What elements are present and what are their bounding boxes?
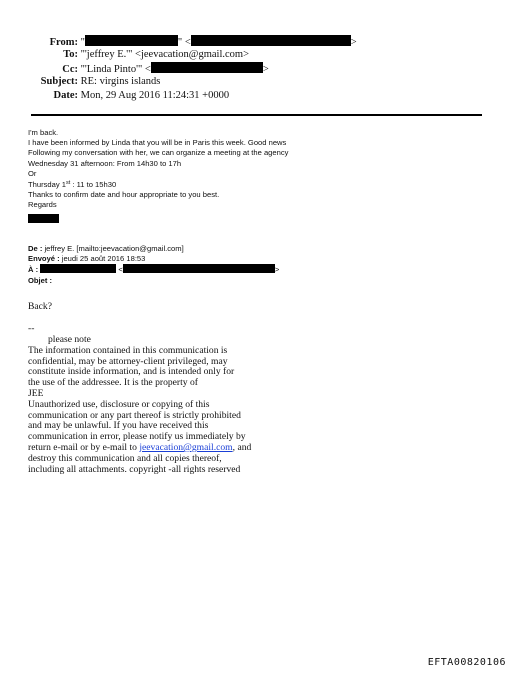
redaction-box xyxy=(85,35,178,46)
quoted-header xyxy=(28,244,279,286)
de-value: jeffrey E. [mailto:jeevacation@gmail.com] xyxy=(42,244,184,253)
disclaimer-line: Unauthorized use, disclosure or copying of this xyxy=(28,398,210,410)
from-quote-close: " < xyxy=(177,37,191,48)
message-line: Thanks to confirm date and hour appropriate to you best. xyxy=(28,190,220,200)
redaction-box xyxy=(40,264,116,273)
disclaimer-line: The information contained in this communication is xyxy=(28,344,228,356)
redaction-box xyxy=(151,62,263,73)
disclaimer-line: including all attachments. copyright -all rights reserved xyxy=(28,463,241,475)
objet-label: Objet : xyxy=(28,275,53,285)
signature-separator: -- xyxy=(28,323,35,334)
message-line: I have been informed by Linda that you will be in Paris this week. Good news xyxy=(28,138,287,148)
quoted-envoye-row xyxy=(28,254,279,264)
message-line-thursday: Thursday 1st : 11 to 15h30 xyxy=(28,180,117,190)
message-line: I'm back. xyxy=(28,128,59,137)
redaction-box xyxy=(123,264,275,273)
quoted-a-row: À : < > xyxy=(28,265,280,275)
signature-redaction xyxy=(28,214,288,225)
message-body xyxy=(28,128,288,225)
subject-row xyxy=(28,76,160,88)
to-row xyxy=(28,49,249,61)
date-label: Date: xyxy=(53,90,78,101)
message-line: Or xyxy=(28,168,37,178)
message-line: Regards xyxy=(28,200,57,210)
disclaimer-line: the use of the addressee. It is the property of xyxy=(28,377,198,389)
email-link[interactable]: jeevacation@gmail.com xyxy=(139,441,233,453)
from-tail: > xyxy=(350,37,357,48)
cc-tail: > xyxy=(262,64,269,75)
please-note: please note xyxy=(48,334,91,345)
reply-body: Back? xyxy=(28,301,52,312)
date-row xyxy=(28,90,229,102)
cc-row xyxy=(28,62,269,76)
a-label: À : xyxy=(28,265,39,275)
subject-label: Subject: xyxy=(40,76,78,87)
quoted-objet-row xyxy=(28,276,279,286)
from-label: From: xyxy=(49,37,78,48)
disclaimer-line: JEE xyxy=(28,387,44,399)
header-divider xyxy=(31,114,482,116)
envoye-label: Envoyé : xyxy=(28,254,60,264)
to-value: "'jeffrey E.'" <jeevacation@gmail.com> xyxy=(80,49,249,60)
from-quote-open: " xyxy=(80,37,85,48)
redaction-box xyxy=(191,35,351,46)
message-line: Wednesday 31 afternoon: From 14h30 to 17h xyxy=(28,158,182,168)
disclaimer-line: communication in error, please notify us immediately by xyxy=(28,431,246,443)
de-label: De : xyxy=(28,244,43,253)
redaction-box xyxy=(28,214,59,223)
document-id: EFTA00820106 xyxy=(427,657,506,668)
date-value: Mon, 29 Aug 2016 11:24:31 +0000 xyxy=(80,90,230,101)
disclaimer-line: confidential, may be attorney-client privileged, may xyxy=(28,355,228,367)
subject-value: RE: virgins islands xyxy=(80,76,161,87)
disclaimer-line: destroy this communication and all copies thereof, xyxy=(28,452,222,464)
to-label: To: xyxy=(63,49,78,60)
from-row xyxy=(28,35,357,49)
disclaimer-line: and may be unlawful. If you have received this xyxy=(28,420,209,432)
quoted-de-row xyxy=(28,244,279,254)
disclaimer xyxy=(28,335,251,475)
disclaimer-line: constitute inside information, and is intended only for xyxy=(28,366,235,378)
envoye-value: jeudi 25 août 2016 18:53 xyxy=(59,254,146,264)
cc-value: "'Linda Pinto'" < xyxy=(80,64,151,75)
cc-label: Cc: xyxy=(62,64,78,75)
disclaimer-line: communication or any part thereof is strictly prohibited xyxy=(28,409,241,421)
disclaimer-line-return: return e-mail or by e-mail to jeevacation@gmail.com, and xyxy=(28,441,252,453)
message-line: Following my conversation with her, we can organize a meeting at the agency xyxy=(28,148,289,158)
